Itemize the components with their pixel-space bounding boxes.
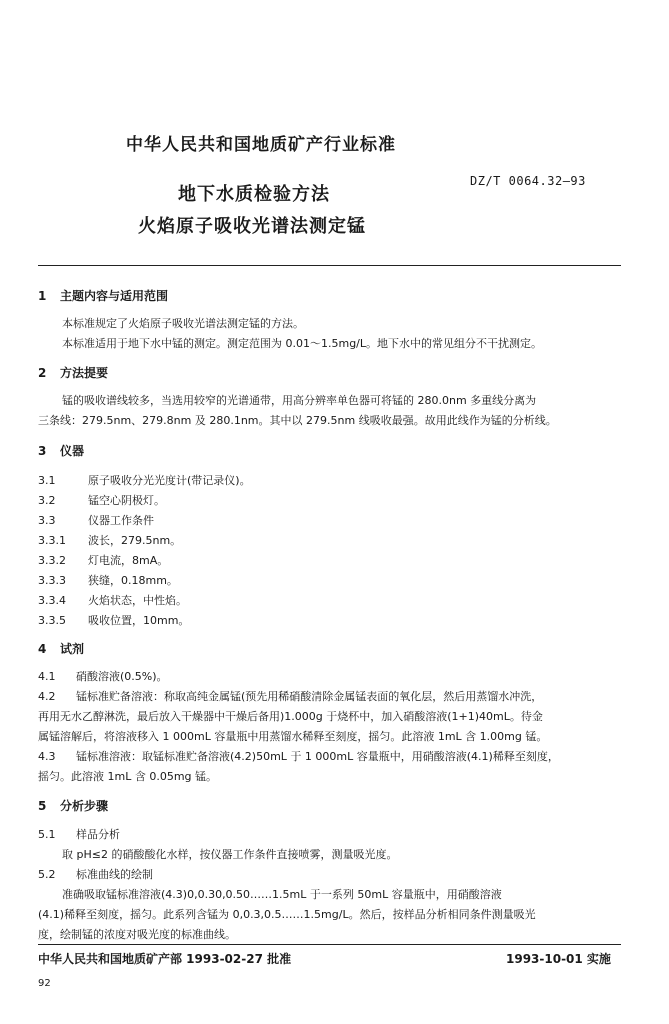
- procedure-item-5-2-line-1: 准确吸取锰标准溶液(4.3)0,0.30,0.50……1.5mL 于一系列 50mL 容量瓶中，用硝酸溶液: [62, 888, 502, 901]
- section-number: 5: [38, 799, 47, 813]
- item-number: 3.3.5: [38, 614, 66, 627]
- instrument-item: [38, 532, 181, 548]
- document-title-line2: 火焰原子吸收光谱法测定锰: [138, 216, 366, 237]
- standard-series-title: 中华人民共和国地质矿产行业标准: [126, 135, 396, 155]
- item-text: 吸收位置，10mm。: [88, 614, 190, 627]
- item-number: 3.3.2: [38, 554, 66, 567]
- item-text: 狭缝，0.18mm。: [88, 574, 178, 587]
- procedure-item-5-1: [38, 826, 120, 842]
- section-1-heading: [38, 287, 168, 304]
- page-number: 92: [38, 978, 51, 989]
- reagent-item-4-2-line-3: 属锰溶解后，将溶液移入 1 000mL 容量瓶中用蒸馏水稀释至刻度，摇匀。此溶液 1mL 含 1.00mg 锰。: [38, 730, 548, 743]
- document-title-line1: 地下水质检验方法: [178, 184, 330, 205]
- section-5-heading: [38, 797, 108, 814]
- instrument-item: [38, 512, 154, 528]
- item-text: 波长，279.5nm。: [88, 534, 182, 547]
- item-number: 4.1: [38, 670, 56, 683]
- footer-divider: [38, 944, 621, 945]
- reagent-item-4-1: [38, 668, 168, 684]
- instrument-item: [38, 472, 251, 488]
- procedure-item-5-2: [38, 866, 153, 882]
- item-title: 样品分析: [76, 828, 120, 841]
- item-number: 3.3.4: [38, 594, 66, 607]
- section-title: 分析步骤: [60, 799, 109, 813]
- procedure-item-5-2-line-2: (4.1)稀释至刻度，摇匀。此系列含锰为 0,0.3,0.5……1.5mg/L。然后，按样品分析相同条件测量吸光: [38, 908, 536, 921]
- item-text: 锰空心阴极灯。: [88, 494, 165, 507]
- section-number: 1: [38, 289, 47, 303]
- section-number: 2: [38, 366, 47, 380]
- reagent-item-4-3-line-2: 摇匀。此溶液 1mL 含 0.05mg 锰。: [38, 770, 218, 783]
- procedure-item-5-1-text: 取 pH≤2 的硝酸酸化水样，按仪器工作条件直接喷雾，测量吸光度。: [62, 848, 398, 861]
- header-divider: [38, 265, 621, 266]
- reagent-item-4-2-line-2: 再用无水乙醇淋洗，最后放入干燥器中干燥后备用)1.000g 于烧杯中，加入硝酸溶液(1+1)40mL。待金: [38, 710, 543, 723]
- item-number: 5.1: [38, 828, 56, 841]
- item-title: 标准曲线的绘制: [76, 868, 153, 881]
- section-2-paragraph-line-2: 三条线：279.5nm、279.8nm 及 280.1nm。其中以 279.5nm 线吸收最强。故用此线作为锰的分析线。: [38, 414, 557, 427]
- item-text: 原子吸收分光光度计(带记录仪)。: [88, 474, 251, 487]
- section-2-paragraph-line-1: 锰的吸收谱线较多，当选用较窄的光谱通带，用高分辨率单色器可将锰的 280.0nm 多重线分离为: [62, 394, 537, 407]
- standard-code: DZ/T 0064.32—93: [470, 174, 586, 188]
- item-text: 火焰状态，中性焰。: [88, 594, 187, 607]
- item-text-line: 锰标准溶液：取锰标准贮备溶液(4.2)50mL 于 1 000mL 容量瓶中，用硝酸溶液(4.1)稀释至刻度，: [76, 750, 559, 763]
- section-title: 仪器: [60, 444, 85, 458]
- item-number: 5.2: [38, 868, 56, 881]
- instrument-item: [38, 572, 178, 588]
- item-number: 3.3: [38, 514, 56, 527]
- section-2-heading: [38, 364, 108, 381]
- instrument-item: [38, 612, 189, 628]
- item-number: 3.3.1: [38, 534, 66, 547]
- approval-line: 中华人民共和国地质矿产部 1993-02-27 批准: [38, 952, 292, 966]
- implementation-date: 1993-10-01 实施: [506, 952, 611, 966]
- item-number: 4.3: [38, 750, 56, 763]
- reagent-item-4-2: [38, 688, 542, 704]
- item-text-line: 锰标准贮备溶液：称取高纯金属锰(预先用稀硝酸清除金属锰表面的氧化层，然后用蒸馏水冲洗，: [76, 690, 543, 703]
- reagent-item-4-3: [38, 748, 559, 764]
- instrument-item: [38, 492, 165, 508]
- section-title: 方法提要: [60, 366, 109, 380]
- section-1-paragraph-1: 本标准规定了火焰原子吸收光谱法测定锰的方法。: [62, 317, 304, 330]
- item-text: 硝酸溶液(0.5%)。: [76, 670, 168, 683]
- item-number: 3.3.3: [38, 574, 66, 587]
- section-title: 主题内容与适用范围: [60, 289, 169, 303]
- instrument-item: [38, 552, 168, 568]
- item-text: 仪器工作条件: [88, 514, 154, 527]
- item-number: 3.1: [38, 474, 56, 487]
- item-text: 灯电流，8mA。: [88, 554, 169, 567]
- section-1-paragraph-2: 本标准适用于地下水中锰的测定。测定范围为 0.01～1.5mg/L。地下水中的常见组分不干扰测定。: [62, 337, 543, 350]
- section-number: 4: [38, 642, 47, 656]
- section-4-heading: [38, 640, 84, 657]
- instrument-item: [38, 592, 187, 608]
- item-number: 4.2: [38, 690, 56, 703]
- item-number: 3.2: [38, 494, 56, 507]
- section-title: 试剂: [60, 642, 85, 656]
- section-number: 3: [38, 444, 47, 458]
- procedure-item-5-2-line-3: 度，绘制锰的浓度对吸光度的标准曲线。: [38, 928, 236, 941]
- section-3-heading: [38, 442, 84, 459]
